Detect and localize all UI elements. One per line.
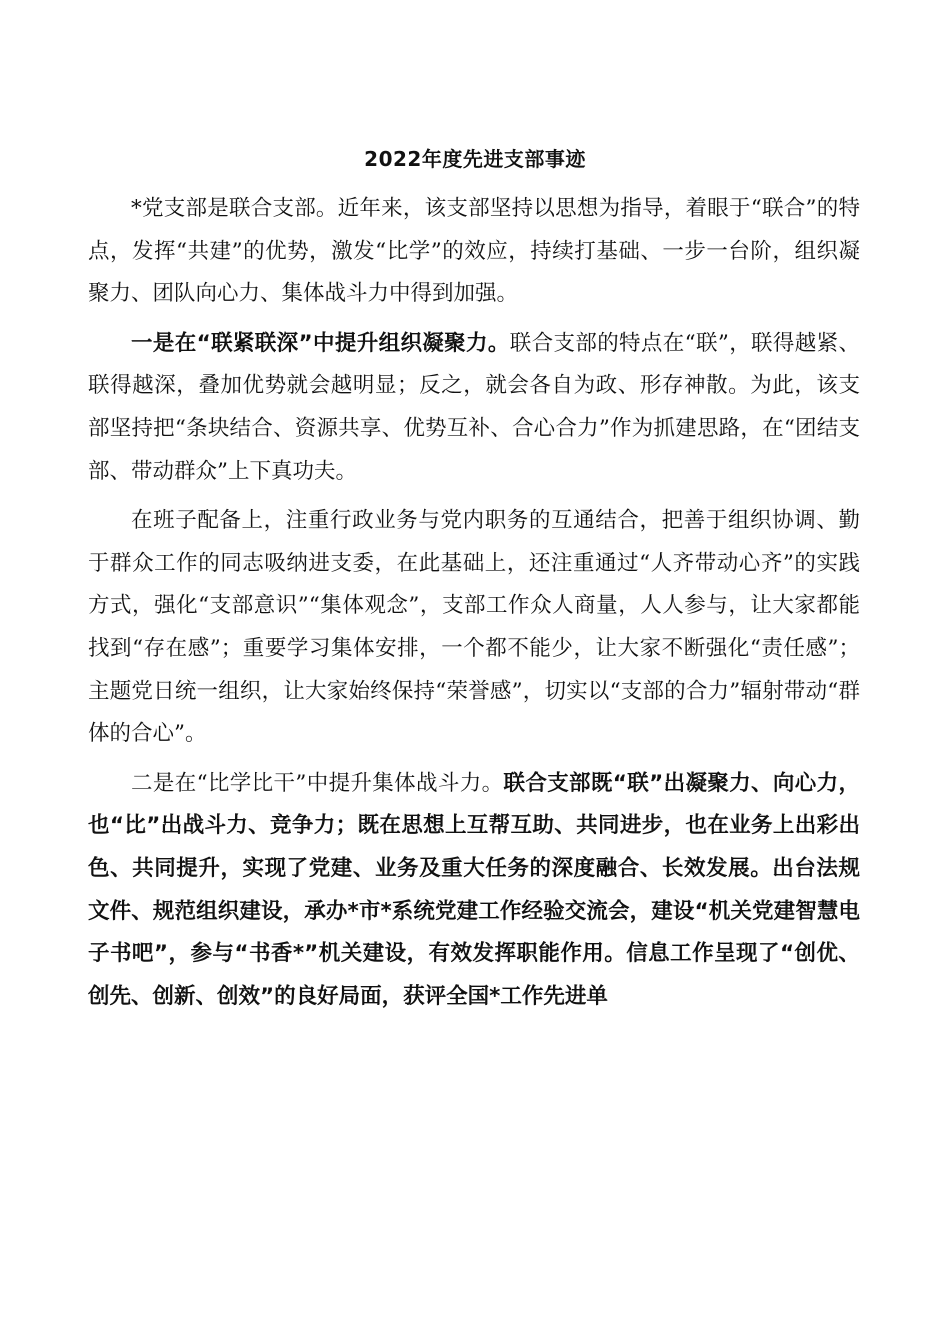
paragraph-team-setup [88, 500, 860, 756]
document-title: 2022年度先进支部事迹 [364, 147, 586, 171]
document-body [88, 188, 860, 1018]
paragraph-text: 联合支部的特点在“联”，联得越紧、联得越深，叠加优势就会越明显；反之，就会各自为政、形存神散。为此，该支部坚持把“条块结合、资源共享、优势互补、合心合力”作为抓建思路，在“团结支部、带动群众”上下真功夫。 [88, 330, 860, 484]
paragraph-intro [88, 188, 860, 316]
paragraph-text: 在班子配备上，注重行政业务与党内职务的互通结合，把善于组织协调、勤于群众工作的同志吸纳进支委，在此基础上，还注重通过“人齐带动心齐”的实践方式，强化“支部意识”“集体观念”，支部工作众人商量，人人参与，让大家都能找到“存在感”；重要学习集体安排，一个都不能少，让大家不断强化“责任感”；主题党日统一组织，让大家始终保持“荣誉感”，切实以“支部的合力”辐射带动“群体的合心”。 [88, 508, 860, 747]
paragraph-text: *党支部是联合支部。近年来，该支部坚持以思想为指导，着眼于“联合”的特点，发挥“共建”的优势，激发“比学”的效应，持续打基础、一步一台阶，组织凝聚力、团队向心力、集体战斗力中得到加强。 [88, 196, 860, 307]
paragraph-point-two [88, 763, 860, 1019]
paragraph-lead-heading: 二是在“比学比干”中提升集体战斗力。 [131, 770, 504, 796]
paragraph-bold-text: 联合支部既“联”出凝聚力、向心力，也“比”出战斗力、竞争力；既在思想上互帮互助、共同进步，也在业务上出彩出色、共同提升，实现了党建、业务及重大任务的深度融合、长效发展。出台法规文件、规范组织建设，承办*市*系统党建工作经验交流会，建设“机关党建智慧电子书吧”，参与“书香*”机关建设，有效发挥职能作用。信息工作呈现了“创优、创先、创新、创效”的良好局面，获评全国*工作先进单 [88, 770, 860, 1009]
paragraph-point-one [88, 323, 860, 493]
paragraph-lead-heading: 一是在“联紧联深”中提升组织凝聚力。 [131, 330, 510, 356]
